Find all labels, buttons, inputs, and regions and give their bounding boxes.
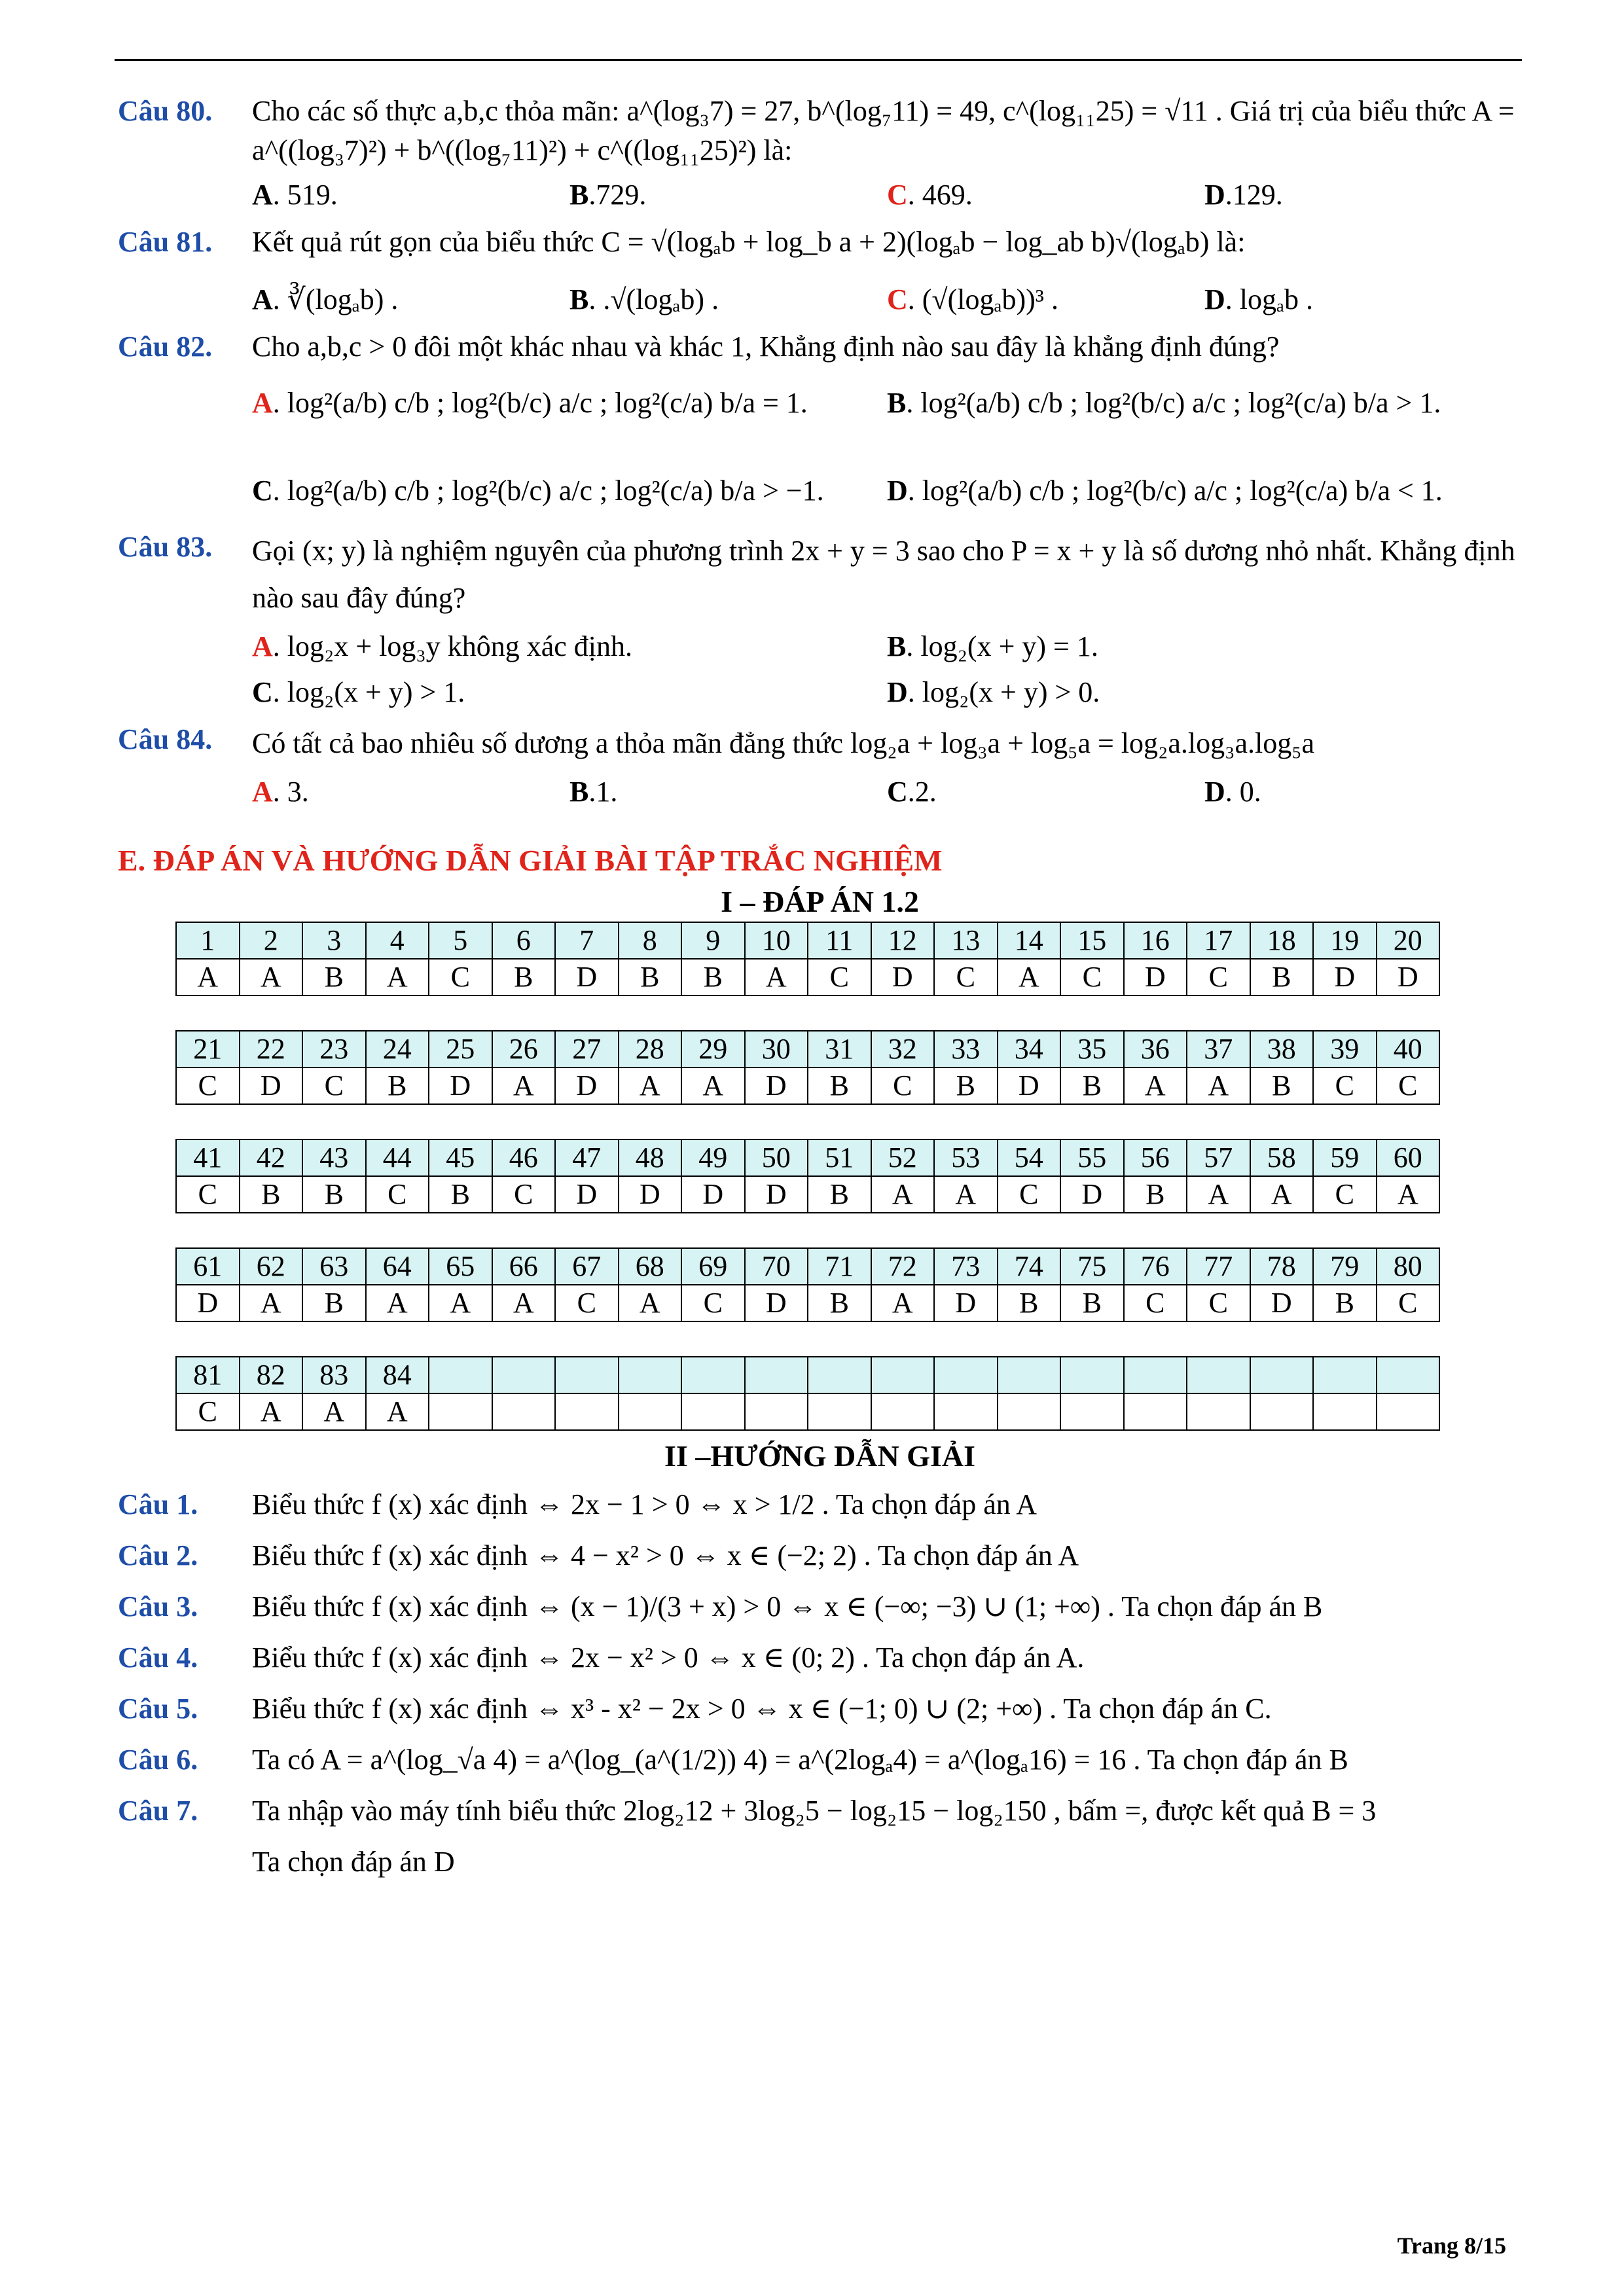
answer-cell: B [1060,1285,1124,1321]
question-81 [118,223,1522,321]
answer-cell: B [240,1176,303,1213]
answer-cell: D [240,1067,303,1104]
answer-cell: D [555,959,619,996]
answer-table [175,1139,1440,1213]
question-number-cell: 68 [619,1248,682,1285]
answer-cell [429,1393,492,1430]
guide-title: II –HƯỚNG DẪN GIẢI [664,1439,975,1473]
answer-cell: C [176,1393,240,1430]
question-number-cell: 2 [240,922,303,959]
answer-cell: D [745,1285,808,1321]
question-number-cell [492,1357,556,1393]
answer-cell: D [555,1176,619,1213]
answer-cell: C [302,1067,366,1104]
answer-cell: B [998,1285,1061,1321]
option-d: D. 0. [1204,776,1261,808]
question-number: Câu 80. [118,95,213,127]
answer-cell: A [429,1285,492,1321]
question-83 [118,528,1522,713]
answer-cell: A [240,1285,303,1321]
answer-cell [1377,1393,1440,1430]
question-number-cell: 81 [176,1357,240,1393]
option-a: A. log²(a/b) c/b ; log²(b/c) a/c ; log²(c/a) b/a = 1. [252,387,808,419]
question-number-cell: 25 [429,1031,492,1067]
question-number-cell: 59 [1313,1139,1377,1176]
question-number-cell: 44 [366,1139,429,1176]
question-number-cell: 52 [871,1139,935,1176]
answer-cell: A [492,1067,556,1104]
answer-cell: C [1187,1285,1250,1321]
question-stem: Gọi (x; y) là nghiệm nguyên của phương trình 2x + y = 3 sao cho P = x + y là số dương nhỏ nhất. Khẳng định nào sau đây đúng? [252,535,1515,614]
question-number-cell: 74 [998,1248,1061,1285]
solution-text: Biểu thức f (x) xác định ⇔ 2x − x² > 0 ⇔ x ∈ (0; 2) . Ta chọn đáp án A. [252,1641,1085,1674]
question-number-cell: 18 [1250,922,1314,959]
options [252,279,1522,321]
solution-item [118,1689,1522,1729]
options [252,626,1522,668]
answer-cell: A [240,959,303,996]
answer-cell: C [998,1176,1061,1213]
question-number-cell: 64 [366,1248,429,1285]
options [252,672,1522,713]
solution-text: Biểu thức f (x) xác định ⇔ 2x − 1 > 0 ⇔ x > 1/2 . Ta chọn đáp án A [252,1488,1038,1520]
answer-cell: C [1377,1067,1440,1104]
answer-cell: A [619,1285,682,1321]
answer-cell: A [1250,1176,1314,1213]
question-number-cell: 34 [998,1031,1061,1067]
answer-cell: A [1187,1176,1250,1213]
answer-cell [492,1393,556,1430]
answer-cell: A [1124,1067,1187,1104]
question-number-cell: 35 [1060,1031,1124,1067]
question-number-cell: 46 [492,1139,556,1176]
option-c: C. (√(logₐb))³ . [887,283,1058,315]
question-number-cell: 7 [555,922,619,959]
question-number-cell: 15 [1060,922,1124,959]
question-number-cell: 80 [1377,1248,1440,1285]
answer-cell: D [871,959,935,996]
option-a: A. 3. [252,776,309,808]
question-number-cell: 70 [745,1248,808,1285]
question-number-cell: 6 [492,922,556,959]
answer-cell: A [1187,1067,1250,1104]
question-number-cell: 75 [1060,1248,1124,1285]
answer-cell: C [1313,1067,1377,1104]
answer-cell: A [934,1176,998,1213]
question-number-cell: 29 [681,1031,745,1067]
question-number-cell: 57 [1187,1139,1250,1176]
answer-cell: B [808,1176,871,1213]
question-number-cell: 38 [1250,1031,1314,1067]
answer-cell: B [808,1067,871,1104]
option-d: D. logₐb . [1204,283,1314,315]
answer-table [175,1356,1440,1431]
question-number-cell: 31 [808,1031,871,1067]
answer-cell: B [429,1176,492,1213]
question-number-cell: 61 [176,1248,240,1285]
page-content [118,92,1522,1893]
question-number-cell: 58 [1250,1139,1314,1176]
answer-cell: B [1124,1176,1187,1213]
answer-cell: A [1377,1176,1440,1213]
solution-text: Biểu thức f (x) xác định ⇔ (x − 1)/(3 + x) > 0 ⇔ x ∈ (−∞; −3) ∪ (1; +∞) . Ta chọn đáp án B [252,1590,1323,1623]
answer-cell: D [1313,959,1377,996]
answer-cell: C [1313,1176,1377,1213]
solution-number: Câu 4. [118,1641,198,1674]
answer-cell: A [366,1393,429,1430]
solution-text: Biểu thức f (x) xác định ⇔ x³ - x² − 2x > 0 ⇔ x ∈ (−1; 0) ∪ (2; +∞) . Ta chọn đáp án C. [252,1693,1272,1725]
question-80 [118,92,1522,216]
question-number-cell: 56 [1124,1139,1187,1176]
question-number-cell: 3 [302,922,366,959]
option-d: D. log²(a/b) c/b ; log²(b/c) a/c ; log²(c/a) b/a < 1. [887,475,1443,507]
solution-text: Biểu thức f (x) xác định ⇔ 4 − x² > 0 ⇔ x ∈ (−2; 2) . Ta chọn đáp án A [252,1539,1079,1571]
question-number-cell: 65 [429,1248,492,1285]
solution-item [118,1791,1522,1831]
answer-cell: B [1060,1067,1124,1104]
question-number-cell: 14 [998,922,1061,959]
answer-cell: D [745,1067,808,1104]
question-number-cell: 24 [366,1031,429,1067]
answer-cell: B [1250,959,1314,996]
question-number-cell: 8 [619,922,682,959]
question-number-cell [934,1357,998,1393]
answer-cell: A [619,1067,682,1104]
option-c: C. log²(a/b) c/b ; log²(b/c) a/c ; log²(c/a) b/a > −1. [252,475,824,507]
answer-cell [871,1393,935,1430]
question-number-cell [1377,1357,1440,1393]
question-number-cell [1060,1357,1124,1393]
question-number: Câu 84. [118,723,213,755]
answer-cell: D [745,1176,808,1213]
top-rule [115,59,1522,61]
question-number: Câu 83. [118,531,213,563]
solution-item [118,1638,1522,1677]
solution-item [118,1740,1522,1780]
question-number-cell: 1 [176,922,240,959]
question-number-cell: 82 [240,1357,303,1393]
question-number-cell: 33 [934,1031,998,1067]
question-number-cell [998,1357,1061,1393]
answer-cell: C [176,1176,240,1213]
question-stem: Có tất cả bao nhiêu số dương a thỏa mãn đẳng thức log₂a + log₃a + log₅a = log₂a.log₃a.log₅a [252,727,1315,759]
question-number-cell: 10 [745,922,808,959]
answer-cell [808,1393,871,1430]
question-number-cell: 32 [871,1031,935,1067]
question-number-cell: 11 [808,922,871,959]
question-number-cell: 23 [302,1031,366,1067]
answer-cell [1124,1393,1187,1430]
question-number-cell: 63 [302,1248,366,1285]
question-stem: Kết quả rút gọn của biểu thức C = √(logₐb + log_b a + 2)(logₐb − log_ab b)√(logₐb) là: [252,226,1246,258]
question-number: Câu 82. [118,331,213,363]
options [252,470,1522,512]
answer-cell: C [429,959,492,996]
answer-cell [1250,1393,1314,1430]
option-d: D.129. [1204,179,1283,211]
solution-text: Ta nhập vào máy tính biểu thức 2log₂12 + 3log₂5 − log₂15 − log₂150 , bấm =, được kết quả B = 3 [252,1795,1377,1827]
answer-cell [1313,1393,1377,1430]
solutions [118,1485,1522,1882]
answer-cell: A [998,959,1061,996]
answer-cell: A [681,1067,745,1104]
question-number-cell: 20 [1377,922,1440,959]
question-number-cell: 28 [619,1031,682,1067]
question-number-cell [429,1357,492,1393]
option-b: B.1. [569,776,618,808]
question-82 [118,327,1522,512]
answer-cell: D [1060,1176,1124,1213]
page-footer: Trang 8/15 [1397,2233,1506,2259]
solution-item [118,1842,1522,1882]
question-number-cell: 78 [1250,1248,1314,1285]
answer-cell [934,1393,998,1430]
question-number-cell: 53 [934,1139,998,1176]
options [252,382,1522,424]
answer-tables [118,922,1522,1431]
question-number-cell: 16 [1124,922,1187,959]
solution-text: Ta chọn đáp án D [252,1846,455,1878]
answer-cell: B [302,1285,366,1321]
answer-cell: D [1250,1285,1314,1321]
answer-cell: A [745,959,808,996]
option-b: B.729. [569,179,647,211]
question-number-cell: 76 [1124,1248,1187,1285]
question-number-cell [1124,1357,1187,1393]
question-number-cell: 72 [871,1248,935,1285]
question-number-cell: 60 [1377,1139,1440,1176]
answer-cell: C [555,1285,619,1321]
question-number-cell: 79 [1313,1248,1377,1285]
option-c: C. 469. [887,179,973,211]
answer-table [175,1247,1440,1322]
question-number-cell: 45 [429,1139,492,1176]
question-number-cell: 55 [1060,1139,1124,1176]
question-stem: Cho a,b,c > 0 đôi một khác nhau và khác 1, Khẳng định nào sau đây là khẳng định đúng? [252,331,1280,363]
answer-cell: D [176,1285,240,1321]
answer-cell: C [808,959,871,996]
question-number-cell: 62 [240,1248,303,1285]
question-84 [118,720,1522,813]
answer-cell: D [1124,959,1187,996]
answer-cell: B [366,1067,429,1104]
answer-cell [745,1393,808,1430]
answer-cell: B [934,1067,998,1104]
answer-cell: B [302,959,366,996]
answer-cell: A [302,1393,366,1430]
question-number-cell: 51 [808,1139,871,1176]
solution-number: Câu 5. [118,1693,198,1725]
section-title: E. ĐÁP ÁN VÀ HƯỚNG DẪN GIẢI BÀI TẬP TRẮC NGHIỆM [118,844,943,877]
answer-cell: C [1060,959,1124,996]
question-number-cell: 19 [1313,922,1377,959]
question-number-cell: 71 [808,1248,871,1285]
question-number-cell: 5 [429,922,492,959]
answer-cell: D [681,1176,745,1213]
answer-cell [1187,1393,1250,1430]
question-number-cell: 66 [492,1248,556,1285]
option-a: A. 519. [252,179,338,211]
answer-cell: B [1250,1067,1314,1104]
question-number-cell [871,1357,935,1393]
answer-cell: B [302,1176,366,1213]
question-number-cell: 77 [1187,1248,1250,1285]
question-number-cell: 69 [681,1248,745,1285]
question-number-cell: 4 [366,922,429,959]
question-number-cell: 43 [302,1139,366,1176]
option-b: B. log₂(x + y) = 1. [887,630,1098,662]
question-number-cell: 83 [302,1357,366,1393]
question-number-cell: 50 [745,1139,808,1176]
question-number-cell: 48 [619,1139,682,1176]
question-number-cell: 17 [1187,922,1250,959]
answer-cell: A [240,1393,303,1430]
answer-cell: C [934,959,998,996]
question-number-cell: 47 [555,1139,619,1176]
answer-cell [1060,1393,1124,1430]
answer-cell: B [1313,1285,1377,1321]
solution-item [118,1485,1522,1524]
question-number-cell [681,1357,745,1393]
question-number-cell: 22 [240,1031,303,1067]
question-number-cell: 39 [1313,1031,1377,1067]
option-c: C. log₂(x + y) > 1. [252,676,465,708]
answer-cell: A [871,1176,935,1213]
answer-cell: B [681,959,745,996]
answer-cell: B [619,959,682,996]
solution-number: Câu 7. [118,1795,198,1827]
question-number-cell: 41 [176,1139,240,1176]
answer-cell: C [492,1176,556,1213]
question-number: Câu 81. [118,226,213,258]
question-number-cell: 12 [871,922,935,959]
solution-number: Câu 1. [118,1488,198,1520]
question-number-cell: 30 [745,1031,808,1067]
question-number-cell [555,1357,619,1393]
solution-number: Câu 3. [118,1590,198,1623]
question-number-cell: 54 [998,1139,1061,1176]
answer-table [175,922,1440,996]
option-b: B. log²(a/b) c/b ; log²(b/c) a/c ; log²(c/a) b/a > 1. [887,387,1441,419]
answer-cell: D [429,1067,492,1104]
answer-cell: A [366,959,429,996]
solution-number: Câu 6. [118,1744,198,1776]
question-number-cell [1250,1357,1314,1393]
answer-cell: B [808,1285,871,1321]
question-number-cell [1313,1357,1377,1393]
question-number-cell: 42 [240,1139,303,1176]
question-number-cell: 84 [366,1357,429,1393]
answer-cell: D [555,1067,619,1104]
question-number-cell: 13 [934,922,998,959]
answer-cell: C [1377,1285,1440,1321]
question-number-cell: 21 [176,1031,240,1067]
question-number-cell: 36 [1124,1031,1187,1067]
question-number-cell: 73 [934,1248,998,1285]
answer-cell: A [871,1285,935,1321]
question-number-cell [1187,1357,1250,1393]
question-number-cell: 26 [492,1031,556,1067]
answer-cell: D [619,1176,682,1213]
answer-cell [619,1393,682,1430]
answer-cell: C [366,1176,429,1213]
question-number-cell: 67 [555,1248,619,1285]
options [252,771,1522,813]
options [252,174,1522,216]
answer-cell: A [492,1285,556,1321]
answer-cell: D [934,1285,998,1321]
answer-cell: B [492,959,556,996]
question-number-cell: 27 [555,1031,619,1067]
answer-cell: D [1377,959,1440,996]
question-number-cell [619,1357,682,1393]
solution-text: Ta có A = a^(log_√a 4) = a^(log_(a^(1/2)) 4) = a^(2logₐ4) = a^(logₐ16) = 16 . Ta chọn đáp án B [252,1744,1348,1776]
solution-item [118,1587,1522,1626]
option-a: A. log₂x + log₃y không xác định. [252,630,633,662]
answer-table [175,1030,1440,1105]
option-d: D. log₂(x + y) > 0. [887,676,1100,708]
answer-cell [555,1393,619,1430]
answer-title: I – ĐÁP ÁN 1.2 [721,885,919,918]
question-number-cell: 40 [1377,1031,1440,1067]
question-number-cell: 37 [1187,1031,1250,1067]
answer-cell: A [176,959,240,996]
question-number-cell [808,1357,871,1393]
option-a: A. ∛(logₐb) . [252,283,399,315]
solution-item [118,1536,1522,1575]
option-b: B. .√(logₐb) . [569,283,719,315]
answer-cell: C [681,1285,745,1321]
question-stem: Cho các số thực a,b,c thỏa mãn: a^(log₃7) = 27, b^(log₇11) = 49, c^(log₁₁25) = √11 . Giá trị của biểu thức A = a^((log₃7)²) + b^((log₇11)²) + c^((log₁₁25)²) là: [252,95,1515,166]
question-number-cell: 9 [681,922,745,959]
answer-cell: A [366,1285,429,1321]
answer-cell [681,1393,745,1430]
answer-cell [998,1393,1061,1430]
answer-cell: C [1187,959,1250,996]
question-number-cell [745,1357,808,1393]
answer-cell: C [871,1067,935,1104]
questions-block [118,92,1522,813]
answer-cell: C [176,1067,240,1104]
question-number-cell: 49 [681,1139,745,1176]
option-c: C.2. [887,776,937,808]
answer-cell: D [998,1067,1061,1104]
answer-cell: C [1124,1285,1187,1321]
solution-number: Câu 2. [118,1539,198,1571]
